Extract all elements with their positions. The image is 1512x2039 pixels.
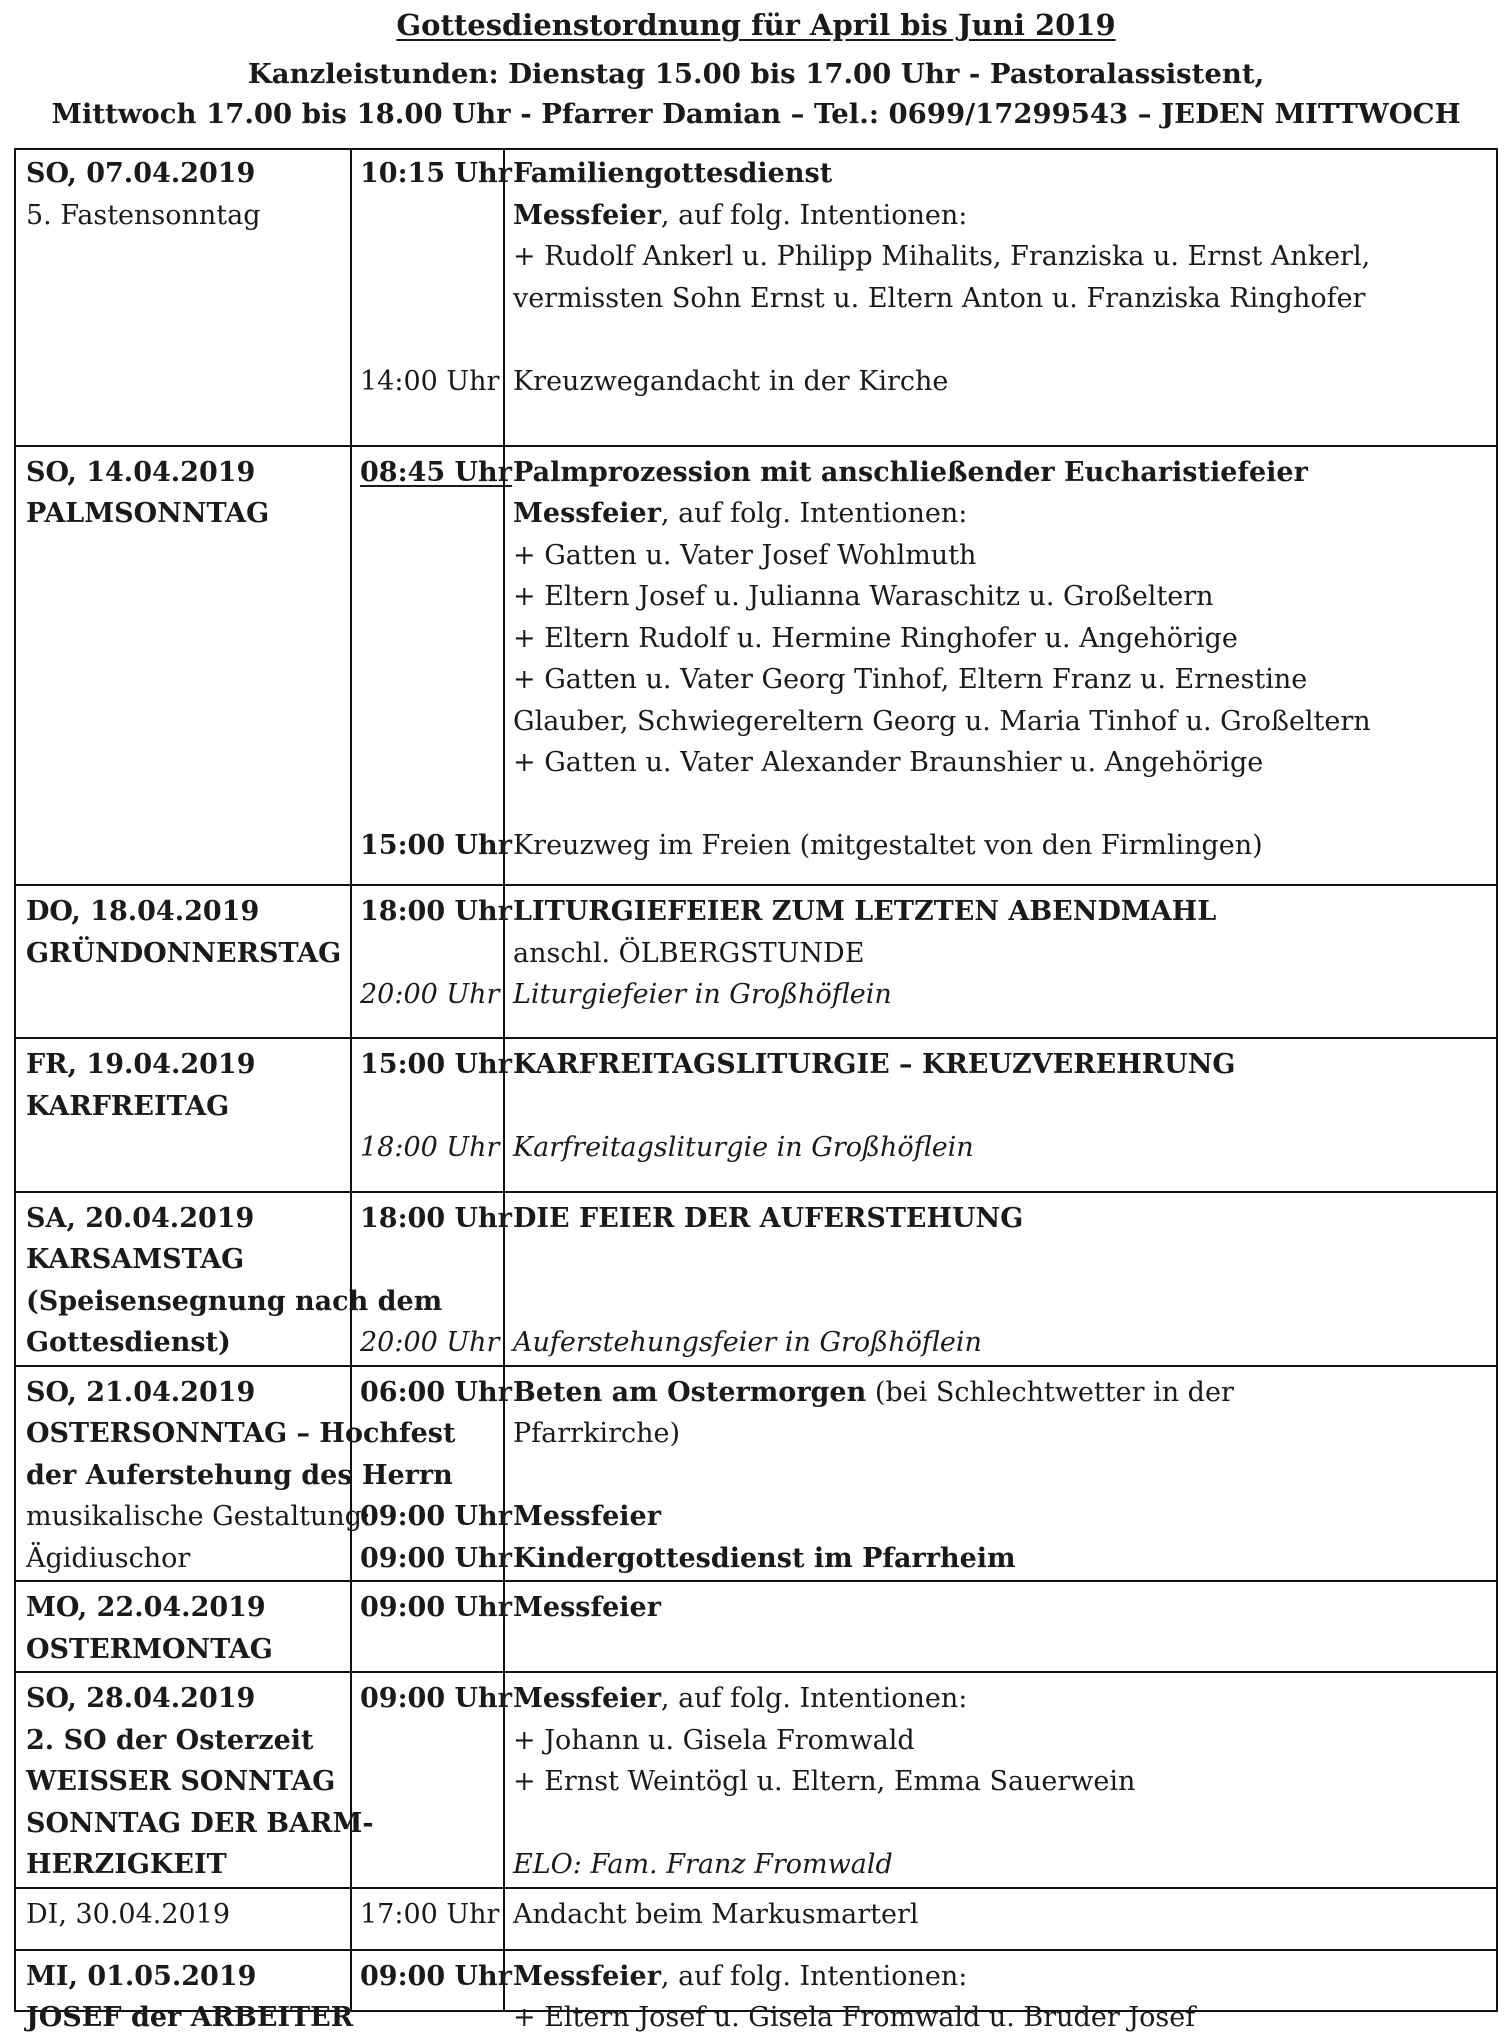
service-description-line: + Gatten u. Vater Alexander Braunshier u. Angehörige	[513, 747, 1264, 778]
row-day-label: Gottesdienst)	[26, 1327, 231, 1359]
service-description-line: Messfeier	[513, 1592, 661, 1624]
service-description-line: LITURGIEFEIER ZUM LETZTEN ABENDMAHL	[513, 896, 1217, 928]
service-detail: , auf folg. Intentionen:	[660, 498, 968, 529]
service-time: 20:00 Uhr	[360, 1327, 500, 1359]
service-time: 08:45 Uhr	[360, 456, 512, 488]
row-date: SO, 28.04.2019	[26, 1683, 256, 1715]
service-description-line	[513, 493, 967, 535]
service-description-line: + Eltern Josef u. Julianna Waraschitz u. Großeltern	[513, 581, 1214, 612]
service-time: 06:00 Uhr	[360, 1376, 512, 1408]
service-time: 09:00 Uhr	[360, 1592, 512, 1624]
row-date: FR, 19.04.2019	[26, 1049, 256, 1081]
service-description-line: + Gatten u. Vater Josef Wohlmuth	[513, 539, 977, 571]
row-day-label: Ägidiuschor	[26, 1542, 191, 1574]
service-description-line: vermissten Sohn Ernst u. Eltern Anton u. Franziska Ringhofer	[513, 282, 1366, 314]
row-day-label: OSTERSONNTAG – Hochfest	[26, 1418, 456, 1450]
service-description-line: Kreuzwegandacht in der Kirche	[513, 365, 949, 397]
service-time: 09:00 Uhr	[360, 1960, 512, 1992]
row-date: MI, 01.05.2019	[26, 1960, 257, 1992]
service-description-line: + Eltern Josef u. Gisela Fromwald u. Bruder Josef	[513, 2002, 1196, 2034]
service-time: 18:00 Uhr	[360, 896, 512, 928]
service-time: 09:00 Uhr	[360, 1542, 512, 1574]
service-description-line: Palmprozession mit anschließender Eucharistiefeier	[513, 456, 1308, 488]
row-date: SO, 14.04.2019	[26, 456, 256, 488]
service-detail: (bei Schlechtwetter in der	[866, 1376, 1234, 1408]
service-time: 20:00 Uhr	[360, 979, 500, 1011]
row-date: MO, 22.04.2019	[26, 1592, 266, 1624]
service-time: 17:00 Uhr	[360, 1898, 500, 1930]
row-day-label: HERZIGKEIT	[26, 1849, 227, 1881]
row-day-label: 2. SO der Osterzeit	[26, 1724, 314, 1756]
office-hours-line-1: Kanzleistunden: Dienstag 15.00 bis 17.00 Uhr - Pastoralassistent,	[247, 58, 1265, 90]
service-description-line: + Ernst Weintögl u. Eltern, Emma Sauerwein	[513, 1766, 1136, 1798]
service-description-line: Familiengottesdienst	[513, 158, 833, 189]
service-type: Messfeier	[513, 1960, 661, 1992]
row-divider	[16, 1191, 1496, 1193]
row-divider	[16, 1365, 1496, 1367]
row-divider	[16, 445, 1496, 447]
row-day-label: SONNTAG DER BARM-	[26, 1807, 374, 1839]
service-description-line: anschl. ÖLBERGSTUNDE	[513, 937, 865, 969]
row-day-label: (Speisensegnung nach dem	[26, 1285, 443, 1317]
row-day-label: OSTERMONTAG	[26, 1633, 273, 1665]
row-day-label: JOSEF der ARBEITER	[26, 2002, 354, 2034]
row-day-label: WEISSER SONNTAG	[26, 1766, 336, 1798]
service-detail: , auf folg. Intentionen:	[660, 1683, 968, 1715]
column-divider-time	[350, 150, 352, 2010]
service-description-line: Auferstehungsfeier in Großhöflein	[513, 1327, 982, 1359]
service-description-line	[513, 1678, 967, 1720]
row-divider	[16, 1949, 1496, 1951]
service-description-line: + Eltern Rudolf u. Hermine Ringhofer u. Angehörige	[513, 622, 1238, 654]
row-divider	[16, 1887, 1496, 1889]
office-hours-line-2: Mittwoch 17.00 bis 18.00 Uhr - Pfarrer Damian – Tel.: 0699/17299543 – JEDEN MITTWOCH	[51, 98, 1461, 130]
service-type: Messfeier	[513, 199, 661, 231]
service-type: Beten am Ostermorgen	[513, 1376, 867, 1408]
service-description-line	[513, 195, 967, 237]
page-title: Gottesdienstordnung für April bis Juni 2019	[396, 8, 1116, 42]
service-description-line	[513, 1956, 967, 1998]
service-description-line: Karfreitagsliturgie in Großhöflein	[513, 1132, 974, 1164]
row-day-label: der Auferstehung des Herrn	[26, 1459, 453, 1491]
service-description-line: + Johann u. Gisela Fromwald	[513, 1724, 915, 1756]
service-time: 15:00 Uhr	[360, 830, 512, 861]
service-type: Messfeier	[513, 1683, 661, 1715]
service-time: 09:00 Uhr	[360, 1683, 512, 1715]
row-divider	[16, 884, 1496, 886]
service-time: 14:00 Uhr	[360, 365, 500, 397]
service-description-line: Liturgiefeier in Großhöflein	[513, 979, 892, 1011]
service-description-line: + Gatten u. Vater Georg Tinhof, Eltern Franz u. Ernestine	[513, 664, 1308, 695]
service-description-line: Kindergottesdienst im Pfarrheim	[513, 1542, 1016, 1574]
row-divider	[16, 1671, 1496, 1673]
row-day-label: KARSAMSTAG	[26, 1244, 245, 1276]
service-description-line: ELO: Fam. Franz Fromwald	[513, 1849, 893, 1881]
service-time: 18:00 Uhr	[360, 1202, 512, 1234]
row-day-label: 5. Fastensonntag	[26, 199, 261, 231]
service-time: 10:15 Uhr	[360, 158, 512, 189]
service-description-line: Messfeier	[513, 1501, 661, 1533]
row-day-label: GRÜNDONNERSTAG	[26, 937, 342, 969]
service-description-line: KARFREITAGSLITURGIE – KREUZVEREHRUNG	[513, 1049, 1236, 1081]
service-description-line: Glauber, Schwiegereltern Georg u. Maria Tinhof u. Großeltern	[513, 705, 1371, 737]
service-description-line	[513, 1372, 1234, 1414]
row-day-label: PALMSONNTAG	[26, 498, 270, 529]
service-description-line: + Rudolf Ankerl u. Philipp Mihalits, Franziska u. Ernst Ankerl,	[513, 241, 1371, 272]
row-day-label: KARFREITAG	[26, 1090, 230, 1122]
row-divider	[16, 1037, 1496, 1039]
service-time: 09:00 Uhr	[360, 1501, 512, 1533]
service-detail: , auf folg. Intentionen:	[660, 199, 968, 231]
service-detail: , auf folg. Intentionen:	[660, 1960, 968, 1992]
service-time: 15:00 Uhr	[360, 1049, 512, 1081]
service-description-line: Kreuzweg im Freien (mitgestaltet von den Firmlingen)	[513, 830, 1263, 861]
service-type: Messfeier	[513, 498, 661, 529]
row-date: SO, 07.04.2019	[26, 158, 256, 189]
service-description-line: DIE FEIER DER AUFERSTEHUNG	[513, 1202, 1024, 1234]
service-time: 18:00 Uhr	[360, 1132, 500, 1164]
row-date: SO, 21.04.2019	[26, 1376, 256, 1408]
service-description-line: Andacht beim Markusmarterl	[513, 1898, 919, 1930]
row-date: DI, 30.04.2019	[26, 1898, 231, 1930]
row-date: DO, 18.04.2019	[26, 896, 260, 928]
service-description-line: Pfarrkirche)	[513, 1418, 680, 1450]
row-day-label: musikalische Gestaltung:	[26, 1501, 372, 1533]
row-divider	[16, 1580, 1496, 1582]
schedule-table	[14, 148, 1498, 2034]
row-date: SA, 20.04.2019	[26, 1202, 255, 1234]
